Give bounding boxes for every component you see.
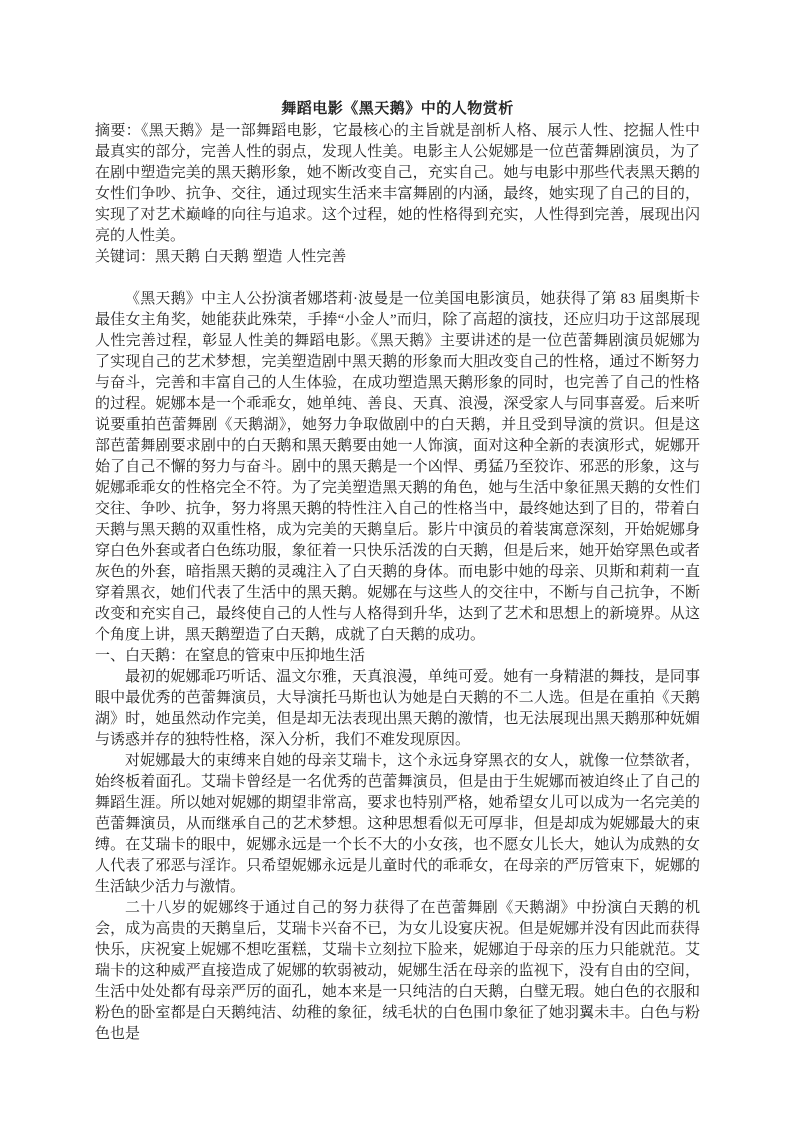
- section1-heading: 一、白天鹅：在窒息的管束中压抑地生活: [95, 648, 366, 664]
- abstract-paragraph: 摘要：《黑天鹅》是一部舞蹈电影，它最核心的主旨就是剖析人格、展示人性、挖掘人性中最真实的部分，完善人性的弱点，发现人性美。电影主人公妮娜是一位芭蕾舞剧演员，为了在剧中塑造完美的黑天鹅形象，她不断改变自己，充实自己。她与电影中那些代表黑天鹅的女性们争吵、抗争、交往，通过现实生活来丰富舞剧的内涵，最终，她实现了自己的目的，实现了对艺术巅峰的向往与追求。这个过程，她的性格得到充实，人性得到完善，展现出闪亮的人性美。: [95, 123, 700, 244]
- keywords-line: 关键词：黑天鹅 白天鹅 塑造 人性完善: [95, 249, 347, 265]
- document-title: 舞蹈电影《黑天鹅》中的人物赏析: [281, 101, 514, 117]
- section1-paragraph-3: 二十八岁的妮娜终于通过自己的努力获得了在芭蕾舞剧《天鹅湖》中扮演白天鹅的机会，成为高贵的天鹅皇后，艾瑞卡兴奋不已，为女儿设宴庆祝。但是妮娜并没有因此而获得快乐，庆祝宴上妮娜不想吃蛋糕，艾瑞卡立刻拉下脸来，妮娜迫于母亲的压力只能就范。艾瑞卡的这种威严直接造成了妮娜的软弱被动，妮娜生活在母亲的监视下，没有自由的空间，生活中处处都有母亲严厉的面孔，她本来是一只纯洁的白天鹅，白璧无瑕。她白色的衣服和粉色的卧室都是白天鹅纯洁、幼稚的象征，绒毛状的白色围巾象征了她羽翼未丰。白色与粉色也是: [95, 900, 700, 1042]
- section1-paragraph-2: 对妮娜最大的束缚来自她的母亲艾瑞卡，这个永远身穿黑衣的女人，就像一位禁欲者，始终板着面孔。艾瑞卡曾经是一名优秀的芭蕾舞演员，但是由于生妮娜而被迫终止了自己的舞蹈生涯。所以她对妮娜的期望非常高，要求也特别严格，她希望女儿可以成为一名完美的芭蕾舞演员，从而继承自己的艺术梦想。这种思想看似无可厚非，但是却成为妮娜最大的束缚。在艾瑞卡的眼中，妮娜永远是一个长不大的小女孩，也不愿女儿长大，她认为成熟的女人代表了邪恶与淫诈。只希望妮娜永远是儿童时代的乖乖女，在母亲的严厉管束下，妮娜的生活缺少活力与激情。: [95, 753, 700, 895]
- intro-paragraph: 《黑天鹅》中主人公扮演者娜塔莉·波曼是一位美国电影演员，她获得了第 83 届奥斯卡最佳女主角奖，她能获此殊荣，手捧“小金人”而归，除了高超的演技，还应归功于这部展现人性完善过程，彰显人性美的舞蹈电影。《黑天鹅》主要讲述的是一位芭蕾舞剧演员妮娜为了实现自己的艺术梦想，完美塑造剧中黑天鹅的形象而大胆改变自己的性格，通过不断努力与奋斗，完善和丰富自己的人生体验，在成功塑造黑天鹅形象的同时，也完善了自己的性格的过程。妮娜本是一个乖乖女，她单纯、善良、天真、浪漫，深受家人与同事喜爱。后来听说要重拍芭蕾舞剧《天鹅湖》，她努力争取做剧中的白天鹅，并且受到导演的赏识。但是这部芭蕾舞剧要求剧中的白天鹅和黑天鹅要由她一人饰演，面对这种全新的表演形式，妮娜开始了自己不懈的努力与奋斗。剧中的黑天鹅是一个凶悍、勇猛乃至狡诈、邪恶的形象，这与妮娜乖乖女的性格完全不符。为了完美塑造黑天鹅的角色，她与生活中象征黑天鹅的女性们交往、争吵、抗争，努力将黑天鹅的特性注入自己的性格当中，最终她达到了目的，带着白天鹅与黑天鹅的双重性格，成为完美的天鹅皇后。影片中演员的着装寓意深刻，开始妮娜身穿白色外套或者白色练功服，象征着一只快乐活泼的白天鹅，但是后来，她开始穿黑色或者灰色的外套，暗指黑天鹅的灵魂注入了白天鹅的身体。而电影中她的母亲、贝斯和莉莉一直穿着黑衣，她们代表了生活中的黑天鹅。妮娜在与这些人的交往中，不断与自己抗争，不断改变和充实自己，最终使自己的人性与人格得到升华，达到了艺术和思想上的新境界。从这个角度上讲，黑天鹅塑造了白天鹅，成就了白天鹅的成功。: [95, 291, 700, 643]
- section1-paragraph-1: 最初的妮娜乖巧听话、温文尔雅，天真浪漫，单纯可爱。她有一身精湛的舞技，是同事眼中最优秀的芭蕾舞演员，大导演托马斯也认为她是白天鹅的不二人选。但是在重拍《天鹅湖》时，她虽然动作完美，但是却无法表现出黑天鹅的激情，也无法展现出黑天鹅那种妩媚与诱惑并存的独特性格，深入分析，我们不难发现原因。: [95, 669, 700, 748]
